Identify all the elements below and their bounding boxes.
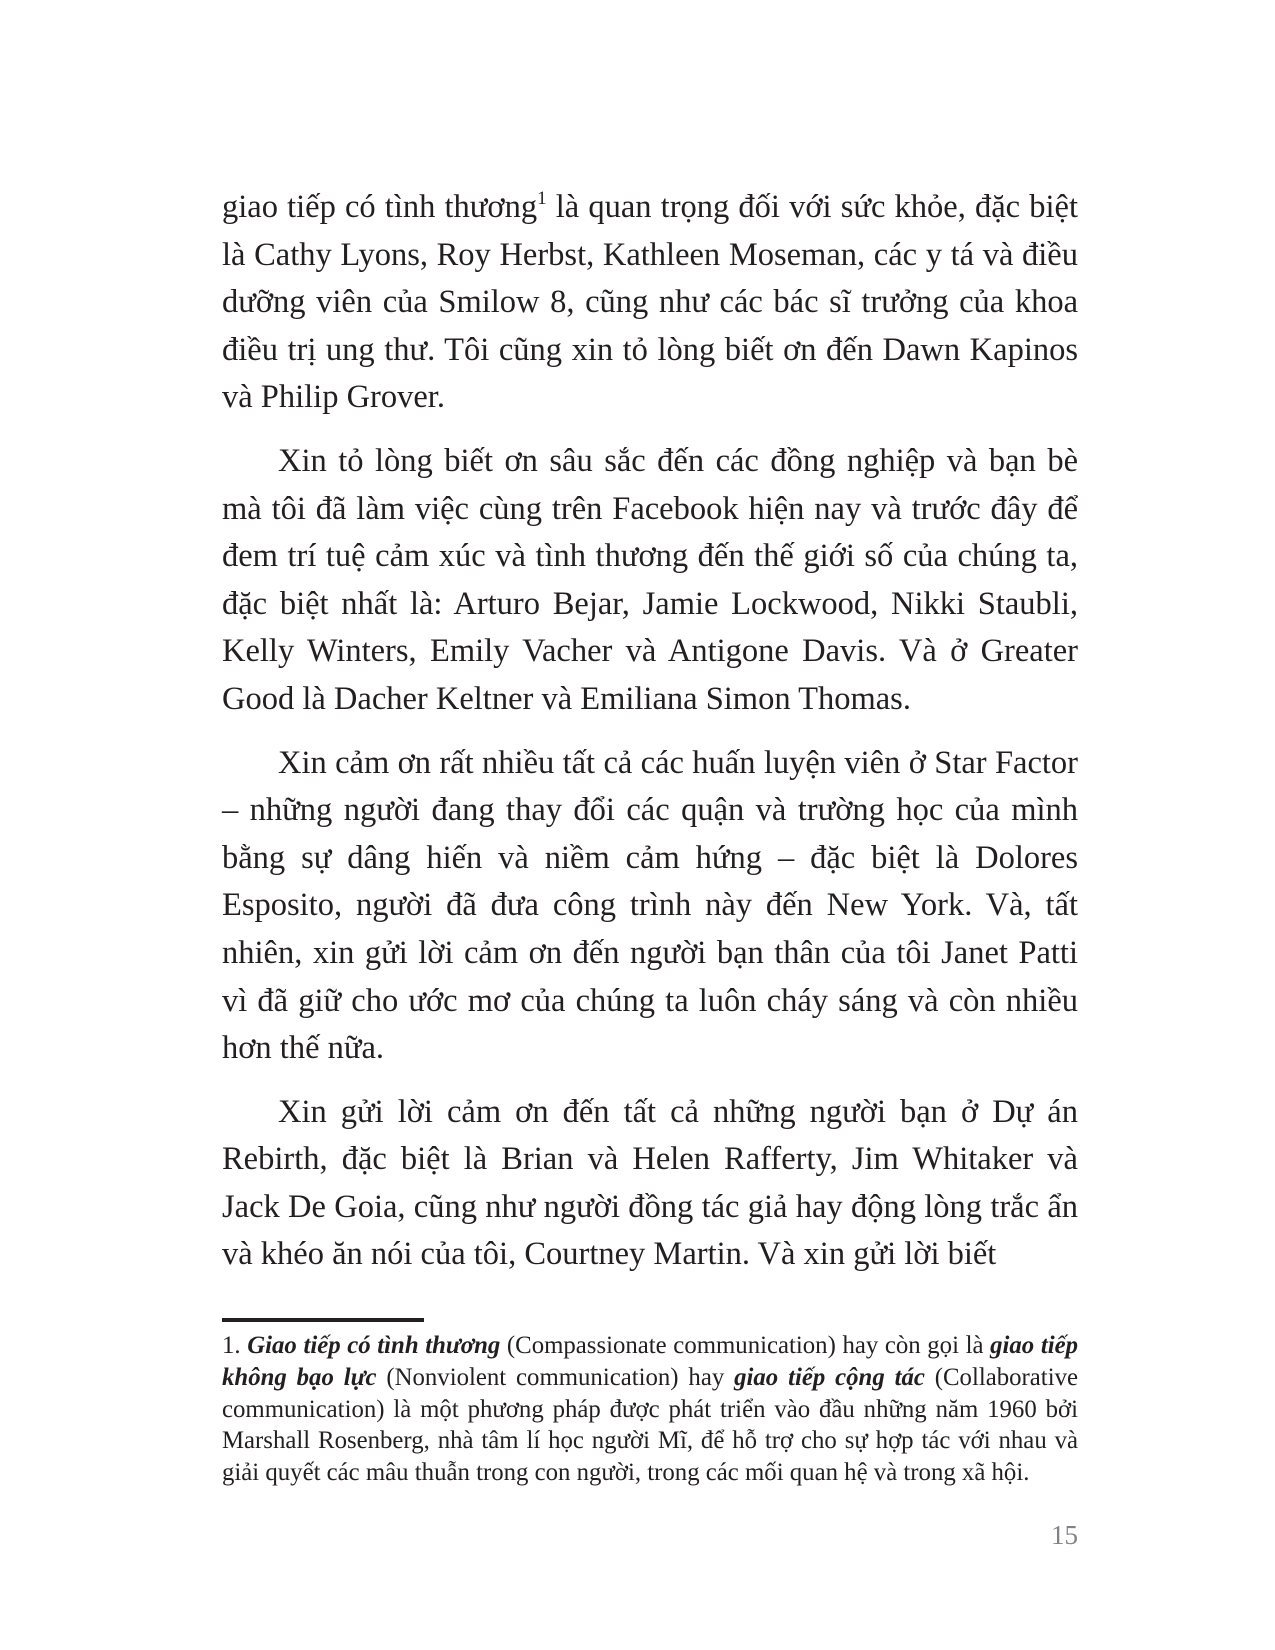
footnote-text-1: (Compassionate communication) hay còn gọi là xyxy=(500,1332,991,1359)
footnote-term-3: giao tiếp cộng tác xyxy=(734,1363,925,1391)
footnote-term-2: giao tiếp không bạo lực xyxy=(222,1332,1079,1391)
footnote-number: 1. xyxy=(222,1332,241,1359)
paragraph-1-start: giao tiếp có tình thương xyxy=(222,189,538,225)
paragraph-2: Xin tỏ lòng biết ơn sâu sắc đến các đồng nghiệp và bạn bè mà tôi đã làm việc cùng trên Facebook hiện nay và trước đây để đem trí tuệ cảm xúc và tình thương đến thế giới số của chúng ta, đặc biệt nhất là: Arturo Bejar, Jamie Lockwood, Nikki Staubli, Kelly Winters, Emily Vacher và Antigone Davis. Và ở Greater Good là Dacher Keltner và Emiliana Simon Thomas. xyxy=(222,442,1078,717)
paragraph-1 xyxy=(222,184,1078,422)
footnote-text-3: (Collaborative communication) là một phương pháp được phát triển vào đầu những năm 1960 bởi Marshall Rosenberg, nhà tâm lí học người Mĩ, để hỗ trợ cho sự hợp tác với nhau và giải quyết các mâu thuẫn trong con người, trong các mối quan hệ và trong xã hội. xyxy=(222,1363,1078,1487)
paragraph-4: Xin gửi lời cảm ơn đến tất cả những người bạn ở Dự án Rebirth, đặc biệt là Brian và Helen Rafferty, Jim Whitaker và Jack De Goia, cũng như người đồng tác giả hay động lòng trắc ẩn và khéo ăn nói của tôi, Courtney Martin. Và xin gửi lời biết xyxy=(222,1093,1078,1273)
footnote-term-1: Giao tiếp có tình thương xyxy=(247,1332,501,1359)
footnote-text-2: (Nonviolent communication) hay xyxy=(376,1363,735,1391)
footnote-reference[interactable]: 1 xyxy=(537,188,547,209)
paragraph-3: Xin cảm ơn rất nhiều tất cả các huấn luyện viên ở Star Factor – những người đang thay đổi các quận và trường học của mình bằng sự dâng hiến và niềm cảm hứng – đặc biệt là Dolores Esposito, người đã đưa công trình này đến New York. Và, tất nhiên, xin gửi lời cảm ơn đến người bạn thân của tôi Janet Patti vì đã giữ cho ước mơ của chúng ta luôn cháy sáng và còn nhiều hơn thế nữa. xyxy=(222,744,1078,1067)
paragraph-1-rest: là quan trọng đối với sức khỏe, đặc biệt là Cathy Lyons, Roy Herbst, Kathleen Moseman, các y tá và điều dưỡng viên của Smilow 8, cũng như các bác sĩ trưởng của khoa điều trị ung thư. Tôi cũng xin tỏ lòng biết ơn đến Dawn Kapinos và Philip Grover. xyxy=(222,189,1078,416)
main-text xyxy=(222,184,1078,1295)
page-number: 15 xyxy=(1051,1520,1078,1550)
footnote-divider xyxy=(222,1318,424,1322)
footnote-paragraph xyxy=(222,1330,1078,1489)
footnote xyxy=(222,1330,1078,1489)
